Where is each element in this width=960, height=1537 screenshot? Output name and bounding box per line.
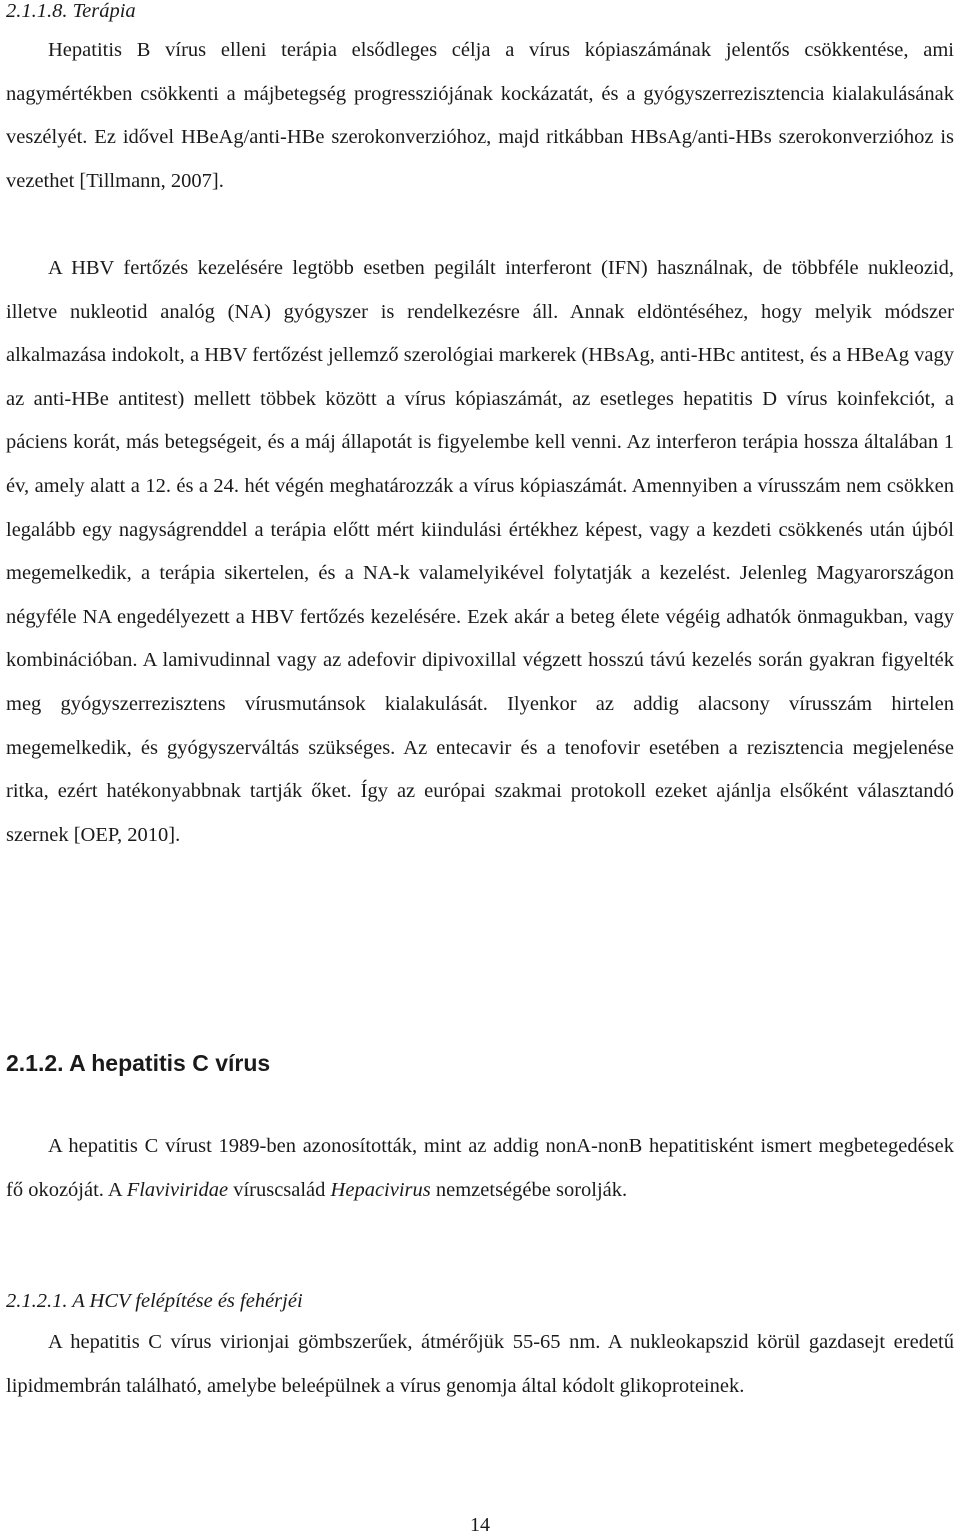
paragraph-hbv-treatment: A HBV fertőzés kezelésére legtöbb esetben pegilált interferont (IFN) használnak, de többféle nukleozid, illetve nukleotid analóg (NA) gyógyszer is rendelkezésre áll. Annak eldöntéséhez, hogy melyik módszer alkalmazása indokolt, a HBV fertőzést jellemző szerológiai markerek (HBsAg, anti-HBc antitest, és a HBeAg vagy az anti-HBe antitest) mellett többek között a vírus kópiaszámát, az esetleges hepatitis D vírus koinfekciót, a páciens korát, más betegségeit, és a máj állapotát is figyelembe kell venni. Az interferon terápia hossza általában 1 év, amely alatt a 12. és a 24. hét végén meghatározzák a vírus kópiaszámát. Amennyiben a vírusszám nem csökken legalább egy nagyságrenddel a terápia előtt mért kiindulási értékhez képest, vagy a kezdeti csökkenés után újból megemelkedik, a terápia sikertelen, és a NA-k valamelyikével folytatják a kezelést. Jelenleg Magyarországon négyféle NA engedélyezett a HBV fertőzés kezelésére. Ezek akár a beteg élete végéig adhatók önmagukban, vagy kombinációban. A lamivudinnal vagy az adefovir dipivoxillal végzett hosszú távú kezelés során gyakran figyelték meg gyógyszerrezisztens vírusmutánsok kialakulását. Ilyenkor az addig alacsony vírusszám hirtelen megemelkedik, és gyógyszerváltás szükséges. Az entecavir és a tenofovir esetében a rezisztencia megjelenése ritka, ezért hatékonyabbnak tartják őket. Így az európai szakmai protokoll ezeket ajánlja elsőként választandó szernek [OEP, 2010]. <box>6 257 954 846</box>
subsection-number: 2.1.1.8. <box>6 0 68 22</box>
subsection-title: Terápia <box>72 0 136 22</box>
paragraph-hcv-identification <box>6 1125 954 1212</box>
subsection-title: A HCV felépítése és fehérjéi <box>72 1290 303 1312</box>
page-number: 14 <box>470 1514 490 1536</box>
subsection-heading-therapy <box>6 0 136 23</box>
taxon-genus: Hepacivirus <box>330 1178 431 1201</box>
paragraph-text: nemzetségébe sorolják. <box>430 1178 628 1201</box>
subsection-number: 2.1.2.1. <box>6 1290 68 1312</box>
taxon-family: Flaviviridae <box>126 1178 229 1201</box>
paragraph-text: víruscsalád <box>228 1178 331 1201</box>
section-number: 2.1.2. <box>6 1050 64 1076</box>
section-heading-hepatitis-c <box>6 1050 270 1077</box>
paragraph-hbv-therapy-goal: Hepatitis B vírus elleni terápia elsődleges célja a vírus kópiaszámának jelentős csökkentése, ami nagymértékben csökkenti a májbetegség progressziójának kockázatát, és a gyógyszerrezisztencia kialakulásának veszélyét. Ez idővel HBeAg/anti-HBe szerokonverzióhoz, majd ritkábban HBsAg/anti-HBs szerokonverzióhoz is vezethet [Tillmann, 2007]. <box>6 39 954 192</box>
paragraph-text: A hepatitis C vírust 1989-ben azonosították, mint az addig nonA-nonB hepatitisként ismert megbetegedések fő okozóját. A <box>6 1135 954 1201</box>
subsection-heading-hcv-structure <box>6 1290 303 1313</box>
paragraph-hcv-virion: A hepatitis C vírus virionjai gömbszerűek, átmérőjük 55-65 nm. A nukleokapszid körül gazdasejt eredetű lipidmembrán található, amelybe beleépülnek a vírus genomja által kódolt glikoproteinek. <box>6 1331 954 1397</box>
section-title: A hepatitis C vírus <box>69 1050 271 1076</box>
